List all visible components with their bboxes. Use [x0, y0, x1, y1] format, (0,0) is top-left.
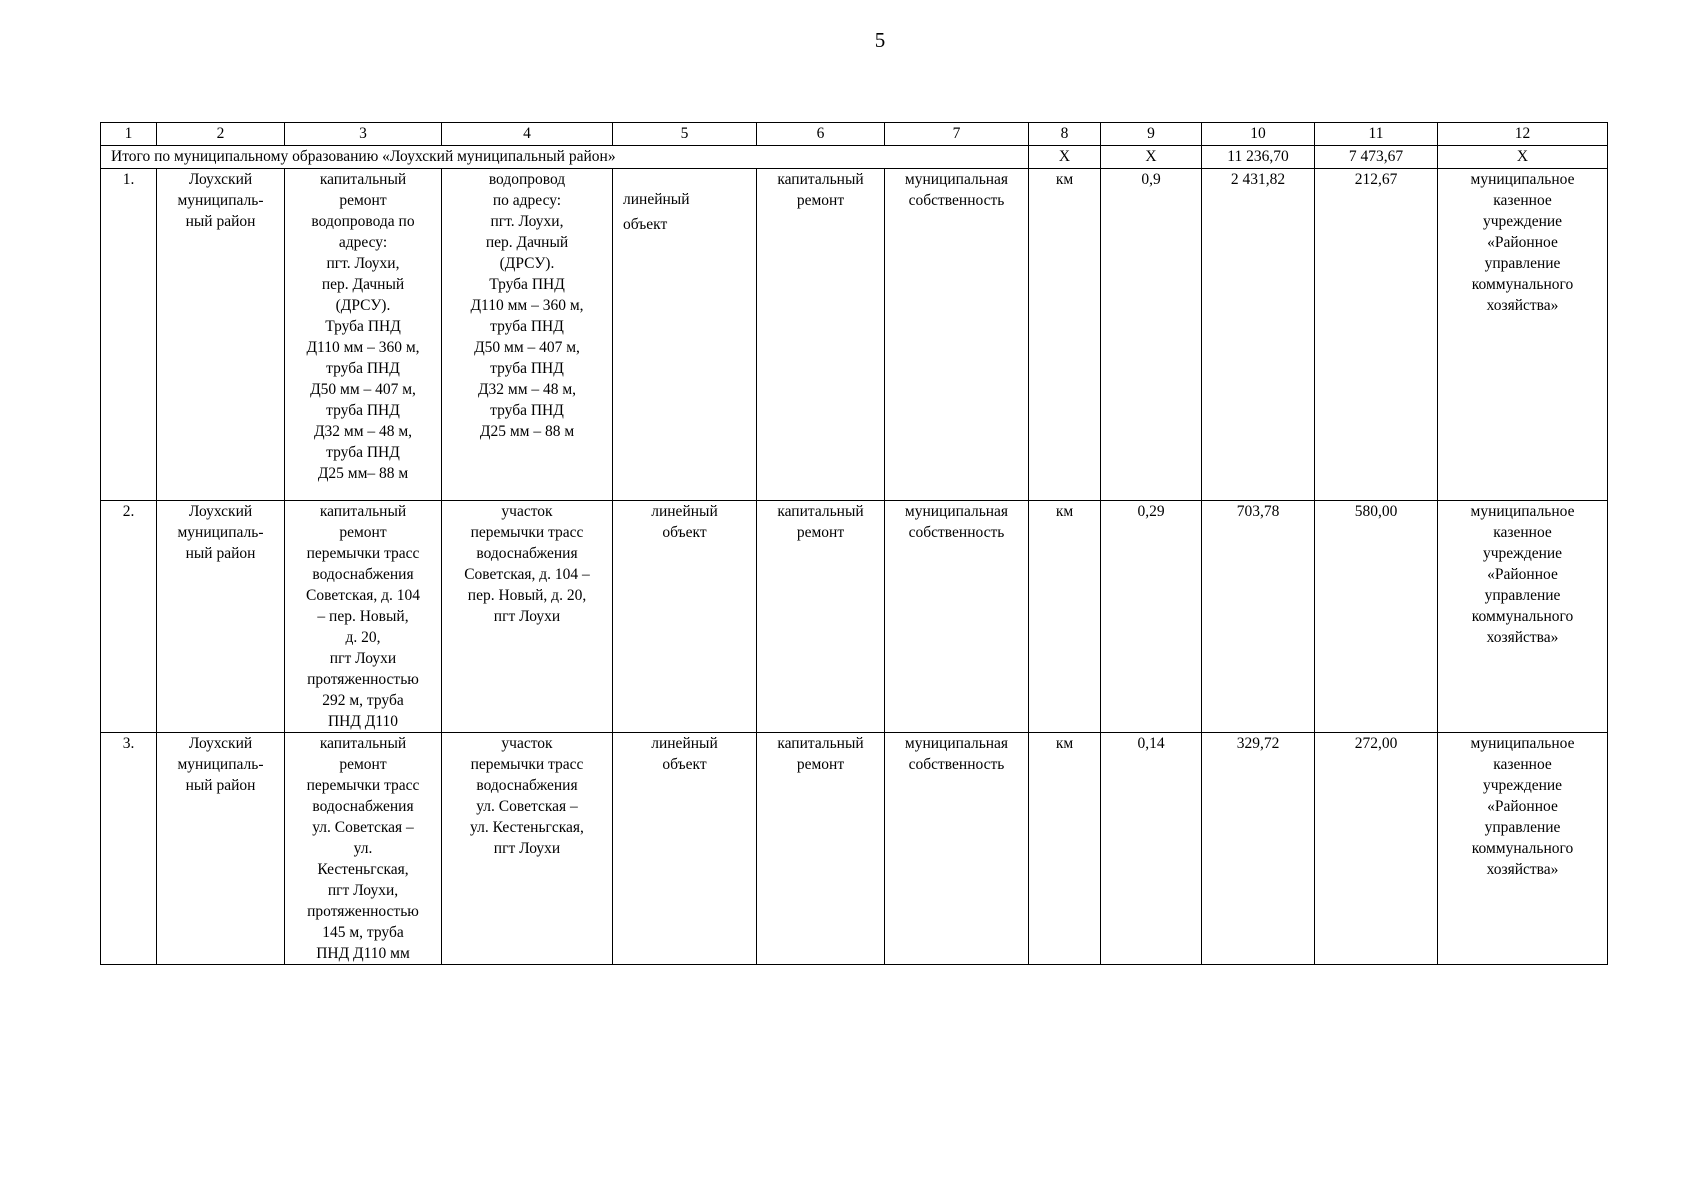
column-number: 12 — [1438, 123, 1608, 146]
column-number: 6 — [757, 123, 885, 146]
customer-cell: муниципальное казенное учреждение «Районное управление коммунального хозяйства» — [1438, 169, 1608, 501]
column-number: 1 — [101, 123, 157, 146]
column-number: 10 — [1202, 123, 1315, 146]
budget-cell: 212,67 — [1315, 169, 1438, 501]
total-cell: Х — [1438, 146, 1608, 169]
row-number: 3. — [101, 733, 157, 965]
unit-cell: км — [1029, 169, 1101, 501]
work-cell: капитальный ремонт водопровода по адресу: пгт. Лоухи, пер. Дачный (ДРСУ). Труба ПНД Д110 мм – 360 м, труба ПНД Д50 мм – 407 м, труба ПНД Д32 мм – 48 м, труба ПНД Д25 мм– 88 м — [285, 169, 442, 501]
unit-cell: км — [1029, 501, 1101, 733]
row-number: 1. — [101, 169, 157, 501]
works-table — [100, 122, 1608, 965]
table-row — [101, 501, 1608, 733]
column-number: 4 — [442, 123, 613, 146]
total-cell: Х — [1029, 146, 1101, 169]
ownership-cell: муниципальная собственность — [885, 733, 1029, 965]
amount-cell: 0,14 — [1101, 733, 1202, 965]
amount-cell: 0,29 — [1101, 501, 1202, 733]
work-kind-cell: капитальный ремонт — [757, 733, 885, 965]
ownership-cell: муниципальная собственность — [885, 501, 1029, 733]
amount-cell: 0,9 — [1101, 169, 1202, 501]
cost-cell: 703,78 — [1202, 501, 1315, 733]
column-number: 2 — [157, 123, 285, 146]
work-kind-cell: капитальный ремонт — [757, 501, 885, 733]
budget-cell: 580,00 — [1315, 501, 1438, 733]
unit-cell: км — [1029, 733, 1101, 965]
column-number: 3 — [285, 123, 442, 146]
municipality-cell: Лоухский муниципаль- ный район — [157, 501, 285, 733]
total-row — [101, 146, 1608, 169]
column-number: 11 — [1315, 123, 1438, 146]
total-label: Итого по муниципальному образованию «Лоухский муниципальный район» — [101, 146, 1029, 169]
work-cell: капитальный ремонт перемычки трасс водоснабжения ул. Советская – ул. Кестеньгская, пгт Лоухи, протяженностью 145 м, труба ПНД Д110 мм — [285, 733, 442, 965]
customer-cell: муниципальное казенное учреждение «Районное управление коммунального хозяйства» — [1438, 501, 1608, 733]
page-number: 5 — [874, 28, 886, 52]
work-kind-cell: капитальный ремонт — [757, 169, 885, 501]
column-number: 5 — [613, 123, 757, 146]
ownership-cell: муниципальная собственность — [885, 169, 1029, 501]
table-row — [101, 169, 1608, 501]
object-type-cell: линейный объект — [613, 501, 757, 733]
total-cell: Х — [1101, 146, 1202, 169]
object-cell: участок перемычки трасс водоснабжения ул. Советская – ул. Кестеньгская, пгт Лоухи — [442, 733, 613, 965]
column-number: 9 — [1101, 123, 1202, 146]
total-cost: 11 236,70 — [1202, 146, 1315, 169]
work-cell: капитальный ремонт перемычки трасс водоснабжения Советская, д. 104 – пер. Новый, д. 20, пгт Лоухи протяженностью 292 м, труба ПНД Д110 — [285, 501, 442, 733]
municipality-cell: Лоухский муниципаль- ный район — [157, 733, 285, 965]
budget-cell: 272,00 — [1315, 733, 1438, 965]
row-number: 2. — [101, 501, 157, 733]
object-cell: водопровод по адресу: пгт. Лоухи, пер. Дачный (ДРСУ). Труба ПНД Д110 мм – 360 м, труба ПНД Д50 мм – 407 м, труба ПНД Д32 мм – 48 м, труба ПНД Д25 мм – 88 м — [442, 169, 613, 501]
column-number: 8 — [1029, 123, 1101, 146]
column-number-row — [101, 123, 1608, 146]
object-type-cell: линейный объект — [613, 733, 757, 965]
column-number: 7 — [885, 123, 1029, 146]
object-cell: участок перемычки трасс водоснабжения Советская, д. 104 – пер. Новый, д. 20, пгт Лоухи — [442, 501, 613, 733]
object-type-cell: линейный объект — [613, 169, 757, 501]
customer-cell: муниципальное казенное учреждение «Районное управление коммунального хозяйства» — [1438, 733, 1608, 965]
cost-cell: 2 431,82 — [1202, 169, 1315, 501]
total-budget: 7 473,67 — [1315, 146, 1438, 169]
cost-cell: 329,72 — [1202, 733, 1315, 965]
municipality-cell: Лоухский муниципаль- ный район — [157, 169, 285, 501]
table-row — [101, 733, 1608, 965]
